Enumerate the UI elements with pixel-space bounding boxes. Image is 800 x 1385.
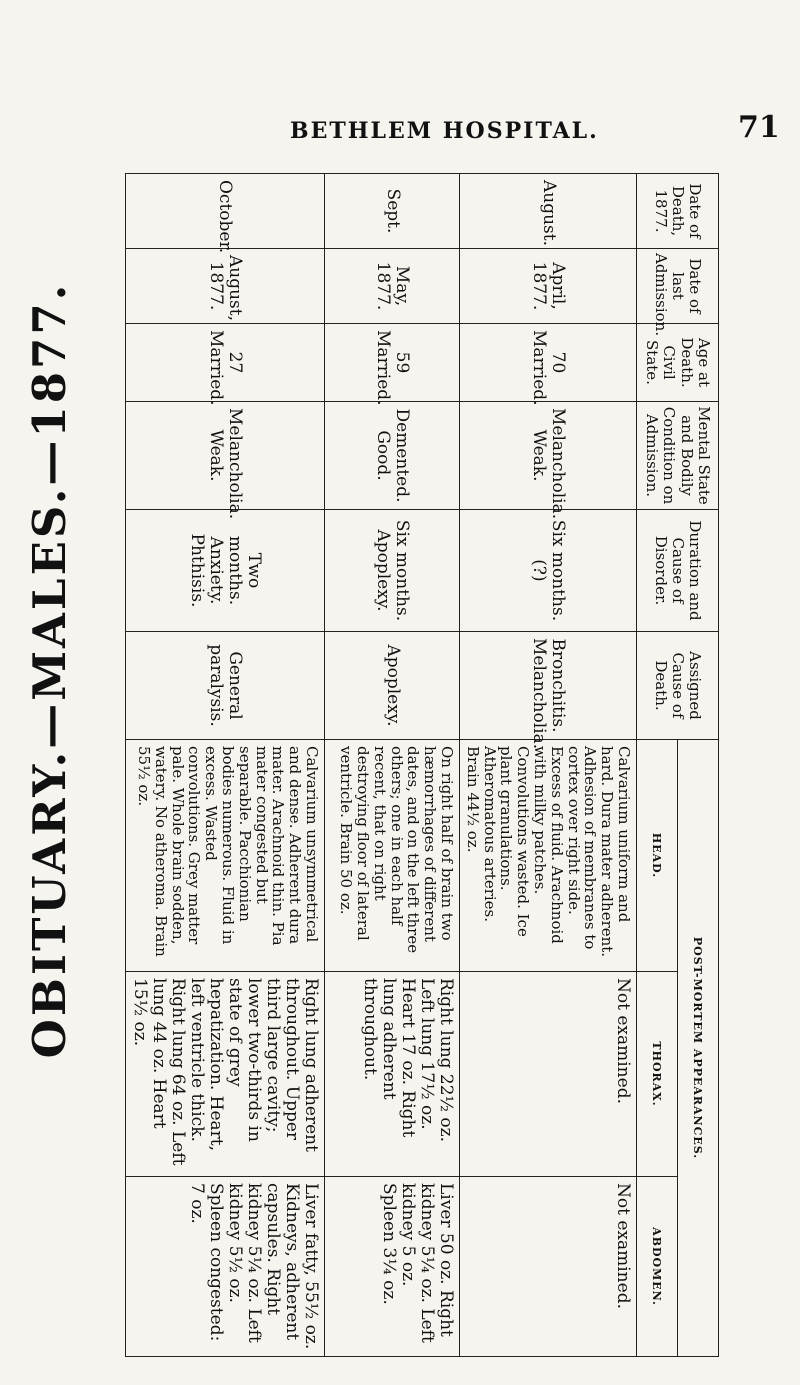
age-civil-state-cell: 70 Married. (460, 324, 637, 402)
date-of-death-cell: August. (460, 174, 637, 249)
duration-cause-cell: Two months. Anxiety. Phthisis. (125, 510, 324, 632)
assigned-cause-cell: General paralysis. (125, 632, 324, 740)
col-header-abdomen: ABDOMEN. (637, 1177, 678, 1357)
col-header-age-civil-state: Age at Death. Civil State. (637, 324, 719, 402)
date-last-admission-cell: August, 1877. (125, 249, 324, 324)
table-row (125, 174, 324, 1357)
col-header-date-of-death: Date of Death, 1877. (637, 174, 719, 249)
assigned-cause-cell: Bronchitis. Melancholia. (460, 632, 637, 740)
col-header-thorax: THORAX. (637, 972, 678, 1177)
col-header-assigned-cause: Assigned Cause of Death. (637, 632, 719, 740)
date-last-admission-cell: May, 1877. (325, 249, 460, 324)
date-last-admission-cell: April, 1877. (460, 249, 637, 324)
col-header-post-mortem: POST-MORTEM APPEARANCES. (678, 740, 719, 1357)
mental-state-cell: Melancholia. Weak. (125, 402, 324, 510)
head-findings-cell: On right half of brain two hæmorrhages of different dates, and on the left three others; one in each half recent, that on right destroying floor of lateral ventricle. Brain 50 oz. (325, 740, 460, 972)
head-findings-cell: Calvarium uniform and hard. Dura mater adherent. Adhesion of membranes to cortex over right side. Excess of fluid. Arachnoid with milky patches. Convolutions wasted. Ice plant granulations. Atheromatous arteries. Brain 44½ oz. (460, 740, 637, 972)
page-number: 71 (738, 110, 780, 145)
obituary-table (125, 173, 719, 1357)
duration-cause-cell: Six months. Apoplexy. (325, 510, 460, 632)
col-header-head: HEAD. (637, 740, 678, 972)
assigned-cause-cell: Apoplexy. (325, 632, 460, 740)
thorax-findings-cell: Right lung 22½ oz. Left lung 17½ oz. Heart 17 oz. Right lung adherent throughout. (325, 972, 460, 1177)
table-row (325, 174, 460, 1357)
age-civil-state-cell: 27 Married. (125, 324, 324, 402)
thorax-findings-cell: Not examined. (460, 972, 637, 1177)
date-of-death-cell: October. (125, 174, 324, 249)
duration-cause-cell: Six months. (?) (460, 510, 637, 632)
abdomen-findings-cell: Liver 50 oz. Right kidney 5¼ oz. Left kidney 5 oz. Spleen 3¼ oz. (325, 1177, 460, 1357)
abdomen-findings-cell: Liver fatty, 55½ oz. Kidneys, adherent capsules. Right kidney 5¼ oz. Left kidney 5½ oz. Spleen congested: 7 oz. (125, 1177, 324, 1357)
col-header-duration-cause: Duration and Cause of Disorder. (637, 510, 719, 632)
thorax-findings-cell: Right lung adherent throughout. Upper third large cavity; lower two-thirds in state of grey hepatization. Heart, left ventricle thick. Right lung 64 oz. Left lung 44 oz. Heart 15½ oz. (125, 972, 324, 1177)
date-of-death-cell: Sept. (325, 174, 460, 249)
table-row (460, 174, 637, 1357)
age-civil-state-cell: 59 Married. (325, 324, 460, 402)
col-header-mental-state: Mental State and Bodily Condition on Admission. (637, 402, 719, 510)
abdomen-findings-cell: Not examined. (460, 1177, 637, 1357)
head-findings-cell: Calvarium unsymmetrical and dense. Adherent dura mater. Arachnoid thin. Pia mater congested but separable. Pacchionian bodies numerous. Fluid in excess. Wasted convolutions. Grey matter pale. Whole brain sodden, watery. No atheroma. Brain 55½ oz. (125, 740, 324, 972)
mental-state-cell: Demented. Good. (325, 402, 460, 510)
header-title: BETHLEM HOSPITAL. (290, 118, 599, 144)
page-title: OBITUARY.—MALES.—1877. (23, 281, 76, 1059)
col-header-date-last-admission: Date of last Admission. (637, 249, 719, 324)
mental-state-cell: Melancholia. Weak. (460, 402, 637, 510)
